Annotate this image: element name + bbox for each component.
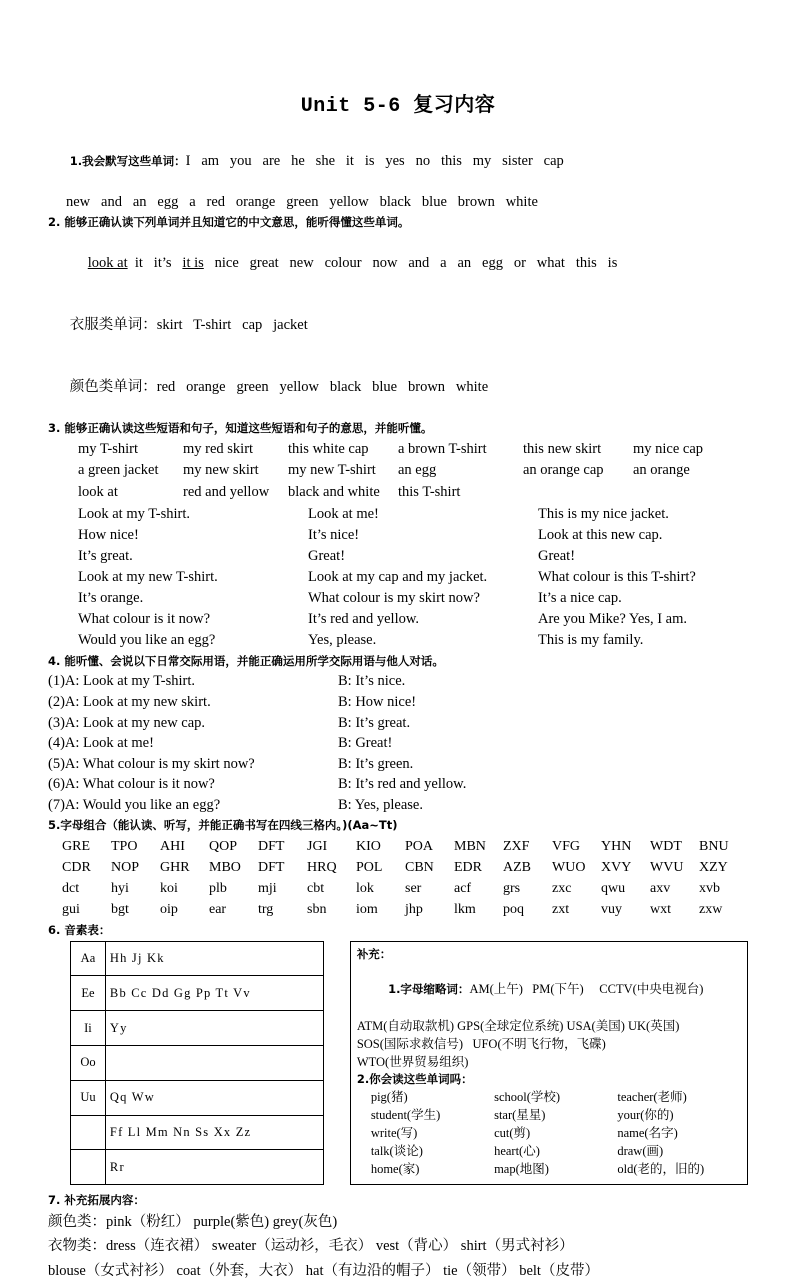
letter-cell: GHR — [160, 859, 190, 875]
letter-cell: BNU — [699, 838, 729, 854]
sentence-line: Would you like an egg? — [78, 631, 216, 648]
sentence-line: It’s orange. — [78, 589, 144, 606]
phrase-cell: my T-shirt — [78, 440, 139, 457]
read-word: student(学生) — [370, 1107, 441, 1122]
letter-cell: grs — [503, 880, 521, 896]
extension-colour-line — [48, 1211, 748, 1233]
phrase-row — [78, 460, 748, 482]
letter-cell: xvb — [699, 880, 720, 896]
extension-colour-label: 颜色类： — [48, 1213, 106, 1230]
phoneme-key: Ee — [71, 976, 106, 1011]
abbrev-line-4: WTO(世界贸易组织) — [356, 1054, 469, 1069]
sentence-line: How nice! — [78, 526, 139, 543]
letter-cell: TPO — [111, 838, 138, 854]
dialog-pair — [48, 733, 748, 754]
sentence-column-2 — [308, 504, 538, 651]
letter-cell: GRE — [62, 838, 90, 854]
phoneme-value: Bb Cc Dd Gg Pp Tt Vv — [105, 976, 323, 1011]
phrase-cell: my new skirt — [183, 462, 259, 479]
dialog-answer: B: How nice! — [338, 694, 417, 710]
colour-words-value: red orange green yellow black blue brown white — [156, 378, 489, 395]
letter-cell: WUO — [552, 859, 586, 875]
phrase-cell: an orange — [633, 462, 690, 479]
letter-row — [62, 857, 748, 878]
letter-cell: sbn — [307, 901, 327, 917]
phrase-cell: this white cap — [288, 440, 369, 457]
extension-clothes-label: 衣物类： — [48, 1238, 106, 1255]
letter-groups-table — [48, 836, 748, 920]
letter-cell: axv — [650, 880, 671, 896]
phrase-cell: red and yellow — [183, 484, 270, 501]
read-word: star(星星) — [494, 1107, 546, 1122]
dialog-answer: B: It’s red and yellow. — [338, 776, 467, 793]
letter-row — [62, 899, 748, 920]
dialog-answer: B: It’s green. — [338, 755, 414, 772]
read-words-subtitle: 2.你会读这些单词吗： — [356, 1071, 473, 1086]
dialog-question: (7)A: Would you like an egg? — [48, 796, 221, 813]
phoneme-value: Qq Ww — [105, 1080, 323, 1115]
letter-cell: jhp — [405, 901, 423, 917]
letter-cell: VFG — [552, 838, 581, 854]
letter-cell: DFT — [258, 838, 285, 854]
section-6-heading: 6. 音素表： — [48, 922, 111, 937]
look-at-underlined: look at — [87, 255, 128, 272]
sentence-line: It’s nice! — [308, 526, 360, 543]
supplement-title: 补充： — [356, 946, 392, 961]
sentence-line: It’s great. — [78, 547, 133, 564]
phoneme-value: Rr — [105, 1150, 323, 1185]
letter-cell: zxt — [552, 901, 570, 917]
section-4-heading: 4. 能听懂、会说以下日常交际用语，并能正确运用所学交际用语与他人对话。 — [48, 653, 444, 668]
phrase-cell: this new skirt — [523, 440, 602, 457]
letter-cell: QOP — [209, 838, 238, 854]
letter-cell: oip — [160, 901, 178, 917]
letter-cell: wxt — [650, 901, 671, 917]
letter-cell: ear — [209, 901, 227, 917]
sentence-line: Yes, please. — [308, 631, 377, 648]
extension-clothes-line-2: blouse（女式衬衫） coat（外套，大衣） hat（有边沿的帽子） tie（领带） belt（皮带） — [48, 1262, 599, 1279]
dialog-pair — [48, 692, 748, 713]
sentence-line: Great! — [308, 547, 346, 564]
clothes-words-value: skirt T-shirt cap jacket — [156, 317, 308, 334]
phrase-row — [78, 439, 748, 461]
letter-cell: KIO — [356, 838, 381, 854]
phrase-cell: my nice cap — [633, 440, 704, 457]
read-word: name(名字) — [617, 1125, 678, 1140]
phrase-cell: my red skirt — [183, 440, 254, 457]
abbrev-line-3: SOS(国际求救信号) UFO(不明飞行物，飞碟) — [356, 1036, 606, 1051]
sentence-line: It’s red and yellow. — [308, 610, 420, 627]
dialog-question: (2)A: Look at my new skirt. — [48, 694, 211, 710]
dialog-question: (6)A: What colour is it now? — [48, 776, 215, 793]
sentence-line: Look at my T-shirt. — [78, 505, 190, 522]
letter-row — [62, 878, 748, 899]
phoneme-key — [71, 1115, 106, 1150]
read-word: talk(谈论) — [370, 1143, 423, 1158]
phoneme-key: Ii — [71, 1011, 106, 1046]
section-2-line-1 — [48, 233, 748, 295]
dialog-answer: B: Yes, please. — [338, 796, 423, 813]
letter-cell: iom — [356, 901, 378, 917]
sentence-line: This is my family. — [538, 631, 644, 648]
phrase-cell: a brown T-shirt — [398, 440, 487, 457]
clothes-words-label: 衣服类单词： — [69, 317, 157, 334]
section-3-heading: 3. 能够正确认读这些短语和句子，知道这些短语和句子的意思，并能听懂。 — [48, 421, 433, 436]
read-word: old(老的，旧的) — [617, 1162, 705, 1177]
letter-cell: YHN — [601, 838, 632, 854]
letter-cell: DFT — [258, 859, 285, 875]
letter-cell: POA — [405, 838, 434, 854]
phrase-cell: look at — [78, 484, 118, 501]
letter-cell: acf — [454, 880, 472, 896]
dialog-pair — [48, 795, 748, 816]
phoneme-value: Yy — [105, 1011, 323, 1046]
sentence-line: Are you Mike? Yes, I am. — [538, 610, 688, 627]
letter-cell: MBO — [209, 859, 241, 875]
letter-cell: zxc — [552, 880, 572, 896]
letter-cell: lkm — [454, 901, 476, 917]
phrase-cell: a green jacket — [78, 462, 159, 479]
phoneme-key: Oo — [71, 1045, 106, 1080]
letter-cell: POL — [356, 859, 383, 875]
read-word: draw(画) — [617, 1143, 664, 1158]
letter-cell: JGI — [307, 838, 328, 854]
sentence-columns — [48, 504, 748, 651]
read-word: cut(剪) — [494, 1125, 531, 1140]
section-1-words-row-2: new and an egg a red orange green yellow black blue brown white — [66, 193, 538, 210]
phoneme-row — [71, 976, 324, 1011]
dialog-answer: B: It’s nice. — [338, 673, 406, 690]
sentence-column-1 — [78, 504, 308, 651]
letter-cell: AZB — [503, 859, 531, 875]
dialog-pairs — [48, 671, 748, 815]
sentence-line: Look at me! — [308, 505, 379, 522]
phoneme-key: Aa — [71, 941, 106, 976]
letter-cell: HRQ — [307, 859, 337, 875]
dialog-answer: B: Great! — [338, 735, 393, 752]
read-word: pig(猪) — [370, 1089, 408, 1104]
read-words-grid — [357, 1088, 741, 1179]
dialog-pair — [48, 671, 748, 692]
letter-cell: ser — [405, 880, 422, 896]
letter-cell: mji — [258, 880, 277, 896]
phrase-list — [48, 439, 748, 504]
phrase-cell: an egg — [398, 462, 437, 479]
letter-cell: CBN — [405, 859, 434, 875]
phrase-row — [78, 482, 748, 504]
letter-cell: XVY — [601, 859, 632, 875]
section-2-line-1-rest: nice great new colour now and a an egg or what this is — [203, 255, 618, 272]
supplement-box — [350, 941, 748, 1186]
phoneme-row — [71, 1045, 324, 1080]
section-1-heading: 1.我会默写这些单词： — [69, 153, 186, 168]
phrase-cell: this T-shirt — [398, 484, 461, 501]
dialog-pair — [48, 713, 748, 734]
letter-cell: hyi — [111, 880, 129, 896]
sentence-line: What colour is it now? — [78, 610, 211, 627]
phrase-cell — [523, 482, 633, 504]
phoneme-and-supplement — [48, 941, 748, 1186]
letter-cell: bgt — [111, 901, 129, 917]
abbrev-line-1 — [357, 962, 741, 1016]
sentence-line: What colour is my skirt now? — [308, 589, 480, 606]
letter-cell: NOP — [111, 859, 140, 875]
phoneme-row — [71, 1011, 324, 1046]
letter-cell: dct — [62, 880, 80, 896]
abbrev-line-2: ATM(自动取款机) GPS(全球定位系统) USA(美国) UK(英国) — [356, 1018, 680, 1033]
read-word: school(学校) — [494, 1089, 561, 1104]
sentence-line: Look at this new cap. — [538, 526, 663, 543]
phoneme-row — [71, 1115, 324, 1150]
letter-cell: lok — [356, 880, 374, 896]
letter-cell: koi — [160, 880, 178, 896]
sentence-line: It’s a nice cap. — [538, 589, 622, 606]
dialog-question: (5)A: What colour is my skirt now? — [48, 755, 255, 772]
phoneme-row — [71, 1150, 324, 1185]
dialog-pair — [48, 774, 748, 795]
dialog-pair — [48, 754, 748, 775]
dialog-answer: B: It’s great. — [338, 714, 411, 731]
section-1-line-1 — [48, 130, 748, 192]
sentence-line: Look at my new T-shirt. — [78, 568, 218, 585]
phoneme-value — [105, 1045, 323, 1080]
read-word: teacher(老师) — [617, 1089, 687, 1104]
letter-cell: EDR — [454, 859, 482, 875]
letter-cell: qwu — [601, 880, 626, 896]
section-2-heading: 2. 能够正确认读下列单词并且知道它的中文意思，能听得懂这些单词。 — [48, 215, 410, 230]
phoneme-key — [71, 1150, 106, 1185]
extension-clothes-value-1: dress（连衣裙） sweater（运动衫，毛衣） vest（背心） shirt（男式衬衫） — [106, 1238, 574, 1255]
sentence-column-3 — [538, 504, 768, 651]
read-word: map(地图) — [494, 1162, 549, 1177]
page-title: Unit 5-6 复习内容 — [300, 95, 496, 118]
phoneme-row — [71, 1080, 324, 1115]
it-is-underlined: it is — [182, 255, 204, 272]
letter-cell: WVU — [650, 859, 684, 875]
dialog-question: (3)A: Look at my new cap. — [48, 714, 206, 731]
phoneme-table — [70, 941, 324, 1186]
colour-words-line — [48, 356, 748, 418]
read-word: write(写) — [370, 1125, 418, 1140]
read-word: heart(心) — [494, 1143, 540, 1158]
letter-cell: XZY — [699, 859, 728, 875]
colour-words-label: 颜色类单词： — [69, 378, 157, 395]
letter-cell: zxw — [699, 901, 723, 917]
phrase-cell: my new T-shirt — [288, 462, 376, 479]
phoneme-value: Ff Ll Mm Nn Ss Xx Zz — [105, 1115, 323, 1150]
letter-row — [62, 836, 748, 857]
sentence-line: Great! — [538, 547, 576, 564]
read-word: your(你的) — [617, 1107, 674, 1122]
abbrev-subtitle: 1.字母缩略词： — [388, 982, 470, 997]
dialog-question: (4)A: Look at me! — [48, 735, 154, 752]
letter-cell: MBN — [454, 838, 486, 854]
section-2-line-1-mid: it it’s — [127, 255, 183, 272]
dialog-question: (1)A: Look at my T-shirt. — [48, 673, 196, 690]
letter-cell: CDR — [62, 859, 91, 875]
abbrev-value-1: AM(上午) PM(下午) CCTV(中央电视台) — [469, 982, 704, 997]
section-1-words-row-1: I am you are he she it is yes no this my sister cap — [185, 152, 564, 169]
sentence-line: What colour is this T-shirt? — [538, 568, 696, 585]
letter-cell: poq — [503, 901, 524, 917]
sentence-line: Look at my cap and my jacket. — [308, 568, 488, 585]
letter-cell: AHI — [160, 838, 185, 854]
letter-cell: gui — [62, 901, 80, 917]
phrase-cell: black and white — [288, 484, 380, 501]
phoneme-key: Uu — [71, 1080, 106, 1115]
letter-cell: plb — [209, 880, 227, 896]
letter-cell: trg — [258, 901, 274, 917]
letter-cell: WDT — [650, 838, 682, 854]
section-7-heading: 7. 补充拓展内容： — [48, 1193, 145, 1208]
sentence-line: This is my nice jacket. — [538, 505, 669, 522]
phoneme-row — [71, 941, 324, 976]
extension-clothes-line-1 — [48, 1235, 748, 1257]
section-5-heading: 5.字母组合（能认读、听写，并能正确书写在四线三格内。)(Aa~Tt) — [48, 818, 398, 833]
phrase-cell: an orange cap — [523, 462, 604, 479]
phrase-cell — [633, 482, 748, 504]
letter-cell: vuy — [601, 901, 622, 917]
clothes-words-line — [48, 295, 748, 357]
document-body — [48, 88, 748, 1282]
letter-cell: ZXF — [503, 838, 530, 854]
extension-colour-value: pink（粉红） purple(紫色) grey(灰色) — [106, 1213, 338, 1230]
read-word: home(家) — [370, 1162, 420, 1177]
phoneme-value: Hh Jj Kk — [105, 941, 323, 976]
letter-cell: cbt — [307, 880, 325, 896]
